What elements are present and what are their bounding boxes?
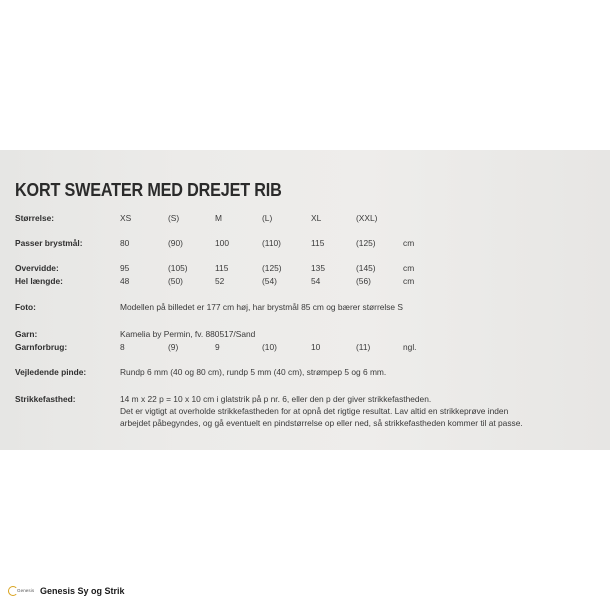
- photo-label: Foto:: [15, 302, 36, 312]
- yarn-usage-cell: (10): [262, 342, 277, 352]
- needles-text: Rundp 6 mm (40 og 80 cm), rundp 5 mm (40 cm), strømpep 5 og 6 mm.: [120, 367, 387, 377]
- logo-text: Genesis: [17, 588, 35, 593]
- chest-cell: (125): [356, 238, 376, 248]
- size-cell: XS: [120, 213, 132, 223]
- length-unit: cm: [403, 276, 415, 286]
- chest-cell: (110): [262, 238, 281, 248]
- genesis-logo-icon: [8, 586, 35, 596]
- length-cell: (56): [356, 276, 371, 286]
- width-unit: cm: [403, 263, 415, 273]
- gauge-line: 14 m x 22 p = 10 x 10 cm i glatstrik på p nr. 6, eller den p der giver strikkefastheden.: [120, 394, 432, 404]
- gauge-line: arbejdet påbegyndes, og gå eventuelt en pindstørrelse op eller ned, så strikkefastheden kommer til at passe.: [120, 418, 523, 428]
- yarn-usage-cell: 9: [215, 342, 220, 352]
- photo-text: Modellen på billedet er 177 cm høj, har brystmål 85 cm og bærer størrelse S: [120, 302, 404, 312]
- yarn-usage-cell: 8: [120, 342, 125, 352]
- yarn-usage-cell: (11): [356, 342, 371, 352]
- chest-label: Passer brystmål:: [15, 238, 83, 248]
- size-cell: (S): [168, 213, 180, 223]
- length-cell: 54: [311, 276, 321, 286]
- length-cell: 52: [215, 276, 225, 286]
- yarn-text: Kamelia by Permin, fv. 880517/Sand: [120, 329, 256, 339]
- pattern-title: KORT SWEATER MED DREJET RIB: [15, 180, 282, 200]
- chest-cell: (90): [168, 238, 183, 248]
- yarn-usage-unit: ngl.: [403, 342, 417, 352]
- width-cell: (145): [356, 263, 376, 273]
- length-cell: (50): [168, 276, 183, 286]
- width-cell: 115: [215, 263, 229, 273]
- yarn-label: Garn:: [15, 329, 38, 339]
- gauge-line: Det er vigtigt at overholde strikkefastheden for at opnå det rigtige resultat. Lav altid en strikkeprøve inden: [120, 406, 509, 416]
- shop-name: Genesis Sy og Strik: [40, 586, 125, 596]
- gauge-label: Strikkefasthed:: [15, 394, 76, 404]
- width-label: Overvidde:: [15, 263, 59, 273]
- chest-cell: 115: [311, 238, 325, 248]
- chest-unit: cm: [403, 238, 415, 248]
- needles-label: Vejledende pinde:: [15, 367, 87, 377]
- yarn-usage-cell: 10: [311, 342, 321, 352]
- length-cell: (54): [262, 276, 277, 286]
- width-cell: (125): [262, 263, 282, 273]
- chest-cell: 80: [120, 238, 130, 248]
- width-cell: 135: [311, 263, 325, 273]
- width-cell: 95: [120, 263, 130, 273]
- length-cell: 48: [120, 276, 130, 286]
- size-cell: XL: [311, 213, 322, 223]
- yarn-usage-cell: (9): [168, 342, 179, 352]
- size-cell: (L): [262, 213, 273, 223]
- shop-footer: [8, 585, 125, 597]
- length-label: Hel længde:: [15, 276, 63, 286]
- yarn-usage-label: Garnforbrug:: [15, 342, 68, 352]
- size-cell: (XXL): [356, 213, 378, 223]
- size-cell: M: [215, 213, 222, 223]
- sizes-label: Størrelse:: [15, 213, 55, 223]
- width-cell: (105): [168, 263, 188, 273]
- chest-cell: 100: [215, 238, 229, 248]
